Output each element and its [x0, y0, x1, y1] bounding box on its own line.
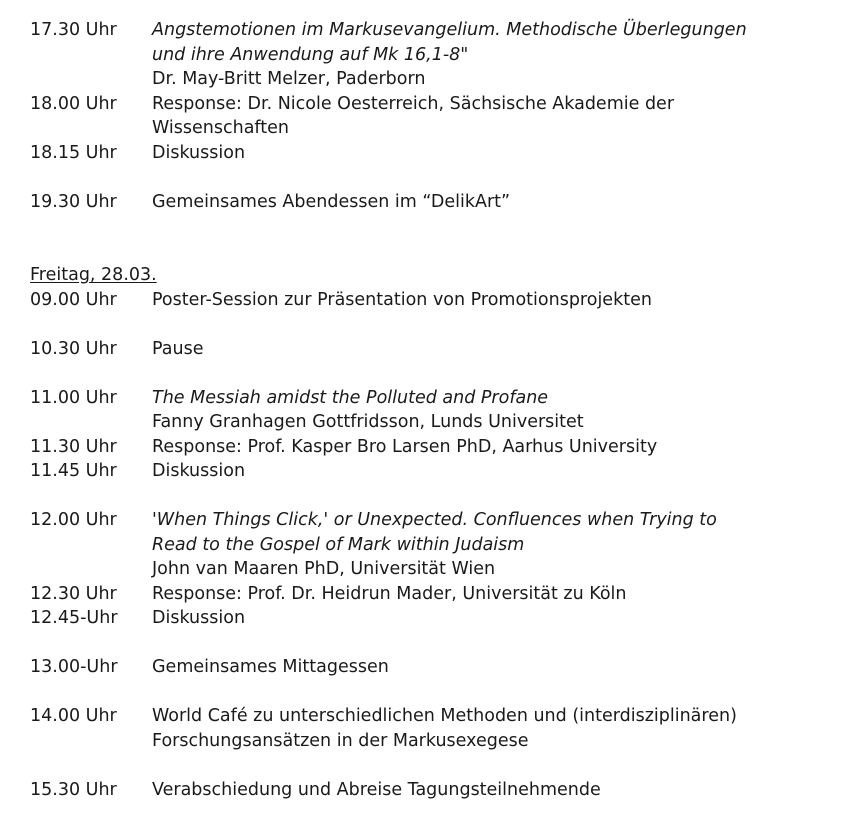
time-label: 19.30 Uhr [30, 191, 117, 212]
session-text: Response: Prof. Kasper Bro Larsen PhD, Aarhus University [152, 436, 658, 457]
day-heading-friday: Freitag, 28.03. [30, 265, 157, 285]
response-text: Response: Dr. Nicole Oesterreich, Sächsische Akademie der [152, 93, 675, 114]
session-text: Poster-Session zur Präsentation von Promotionsprojekten [152, 289, 652, 310]
time-label: 11.30 Uhr [30, 436, 117, 457]
schedule-row-1030 [30, 337, 830, 362]
session-text: Pause [152, 338, 204, 359]
spacer [30, 753, 830, 778]
time-label: 12.45-Uhr [30, 608, 118, 628]
spacer [30, 312, 830, 337]
session-content [152, 508, 830, 582]
schedule-row-1130 [30, 435, 830, 460]
session-content [152, 386, 830, 435]
talk-title: Angstemotionen im Markusevangelium. Methodische Überlegungen [152, 20, 747, 40]
session-text: Gemeinsames Abendessen im “DelikArt” [152, 191, 511, 212]
schedule-row-1530 [30, 778, 830, 803]
spacer [30, 361, 830, 386]
session-text: World Café zu unterschiedlichen Methoden und (interdisziplinären) [152, 706, 737, 726]
session-content [152, 704, 830, 753]
schedule-row-1245 [30, 606, 830, 631]
time-label: 18.15 Uhr [30, 142, 117, 163]
speaker-name: Dr. May-Britt Melzer, Paderborn [152, 69, 426, 89]
schedule-row-1145 [30, 459, 830, 484]
session-text: Verabschiedung und Abreise Tagungsteilnehmende [152, 779, 601, 800]
time-label: 12.00 Uhr [30, 510, 117, 530]
time-label: 12.30 Uhr [30, 583, 117, 604]
session-text-continued: Forschungsansätzen in der Markusexegese [152, 730, 529, 751]
session-text: Diskussion [152, 142, 246, 163]
schedule-row-1400 [30, 704, 830, 753]
spacer [30, 165, 830, 190]
session-text: Diskussion [152, 608, 246, 628]
talk-title-continued: Read to the Gospel of Mark within Judaism [152, 534, 525, 555]
time-label: 13.00-Uhr [30, 657, 118, 677]
time-label: 09.00 Uhr [30, 289, 117, 310]
session-content [152, 92, 830, 141]
session-text: Response: Prof. Dr. Heidrun Mader, Universität zu Köln [152, 583, 627, 604]
time-label: 10.30 Uhr [30, 338, 117, 359]
talk-title-continued: und ihre Anwendung auf Mk 16,1-8" [152, 44, 469, 65]
response-text-continued: Wissenschaften [152, 118, 290, 138]
session-text: Gemeinsames Mittagessen [152, 657, 389, 677]
schedule-row-1800 [30, 92, 830, 141]
talk-title: 'When Things Click,' or Unexpected. Confluences when Trying to [152, 510, 717, 530]
session-content [152, 18, 830, 92]
time-label: 18.00 Uhr [30, 93, 117, 114]
time-label: 17.30 Uhr [30, 20, 117, 40]
time-label: 11.45 Uhr [30, 461, 117, 481]
schedule-row-1100 [30, 386, 830, 435]
talk-title: The Messiah amidst the Polluted and Profane [152, 387, 549, 408]
program-page [30, 18, 830, 802]
time-label: 14.00 Uhr [30, 706, 117, 726]
schedule-row-0900 [30, 288, 830, 313]
speaker-name: Fanny Granhagen Gottfridsson, Lunds Universitet [152, 412, 584, 432]
speaker-name: John van Maaren PhD, Universität Wien [152, 559, 496, 579]
schedule-row-1300 [30, 655, 830, 680]
schedule-row-1930 [30, 190, 830, 215]
spacer [30, 631, 830, 656]
schedule-row-1730 [30, 18, 830, 92]
spacer [30, 214, 830, 263]
schedule-row-1200 [30, 508, 830, 582]
time-label: 15.30 Uhr [30, 779, 117, 800]
schedule-row-1815 [30, 141, 830, 166]
time-label: 11.00 Uhr [30, 387, 117, 408]
session-text: Diskussion [152, 461, 246, 481]
spacer [30, 484, 830, 509]
schedule-row-1230 [30, 582, 830, 607]
spacer [30, 680, 830, 705]
